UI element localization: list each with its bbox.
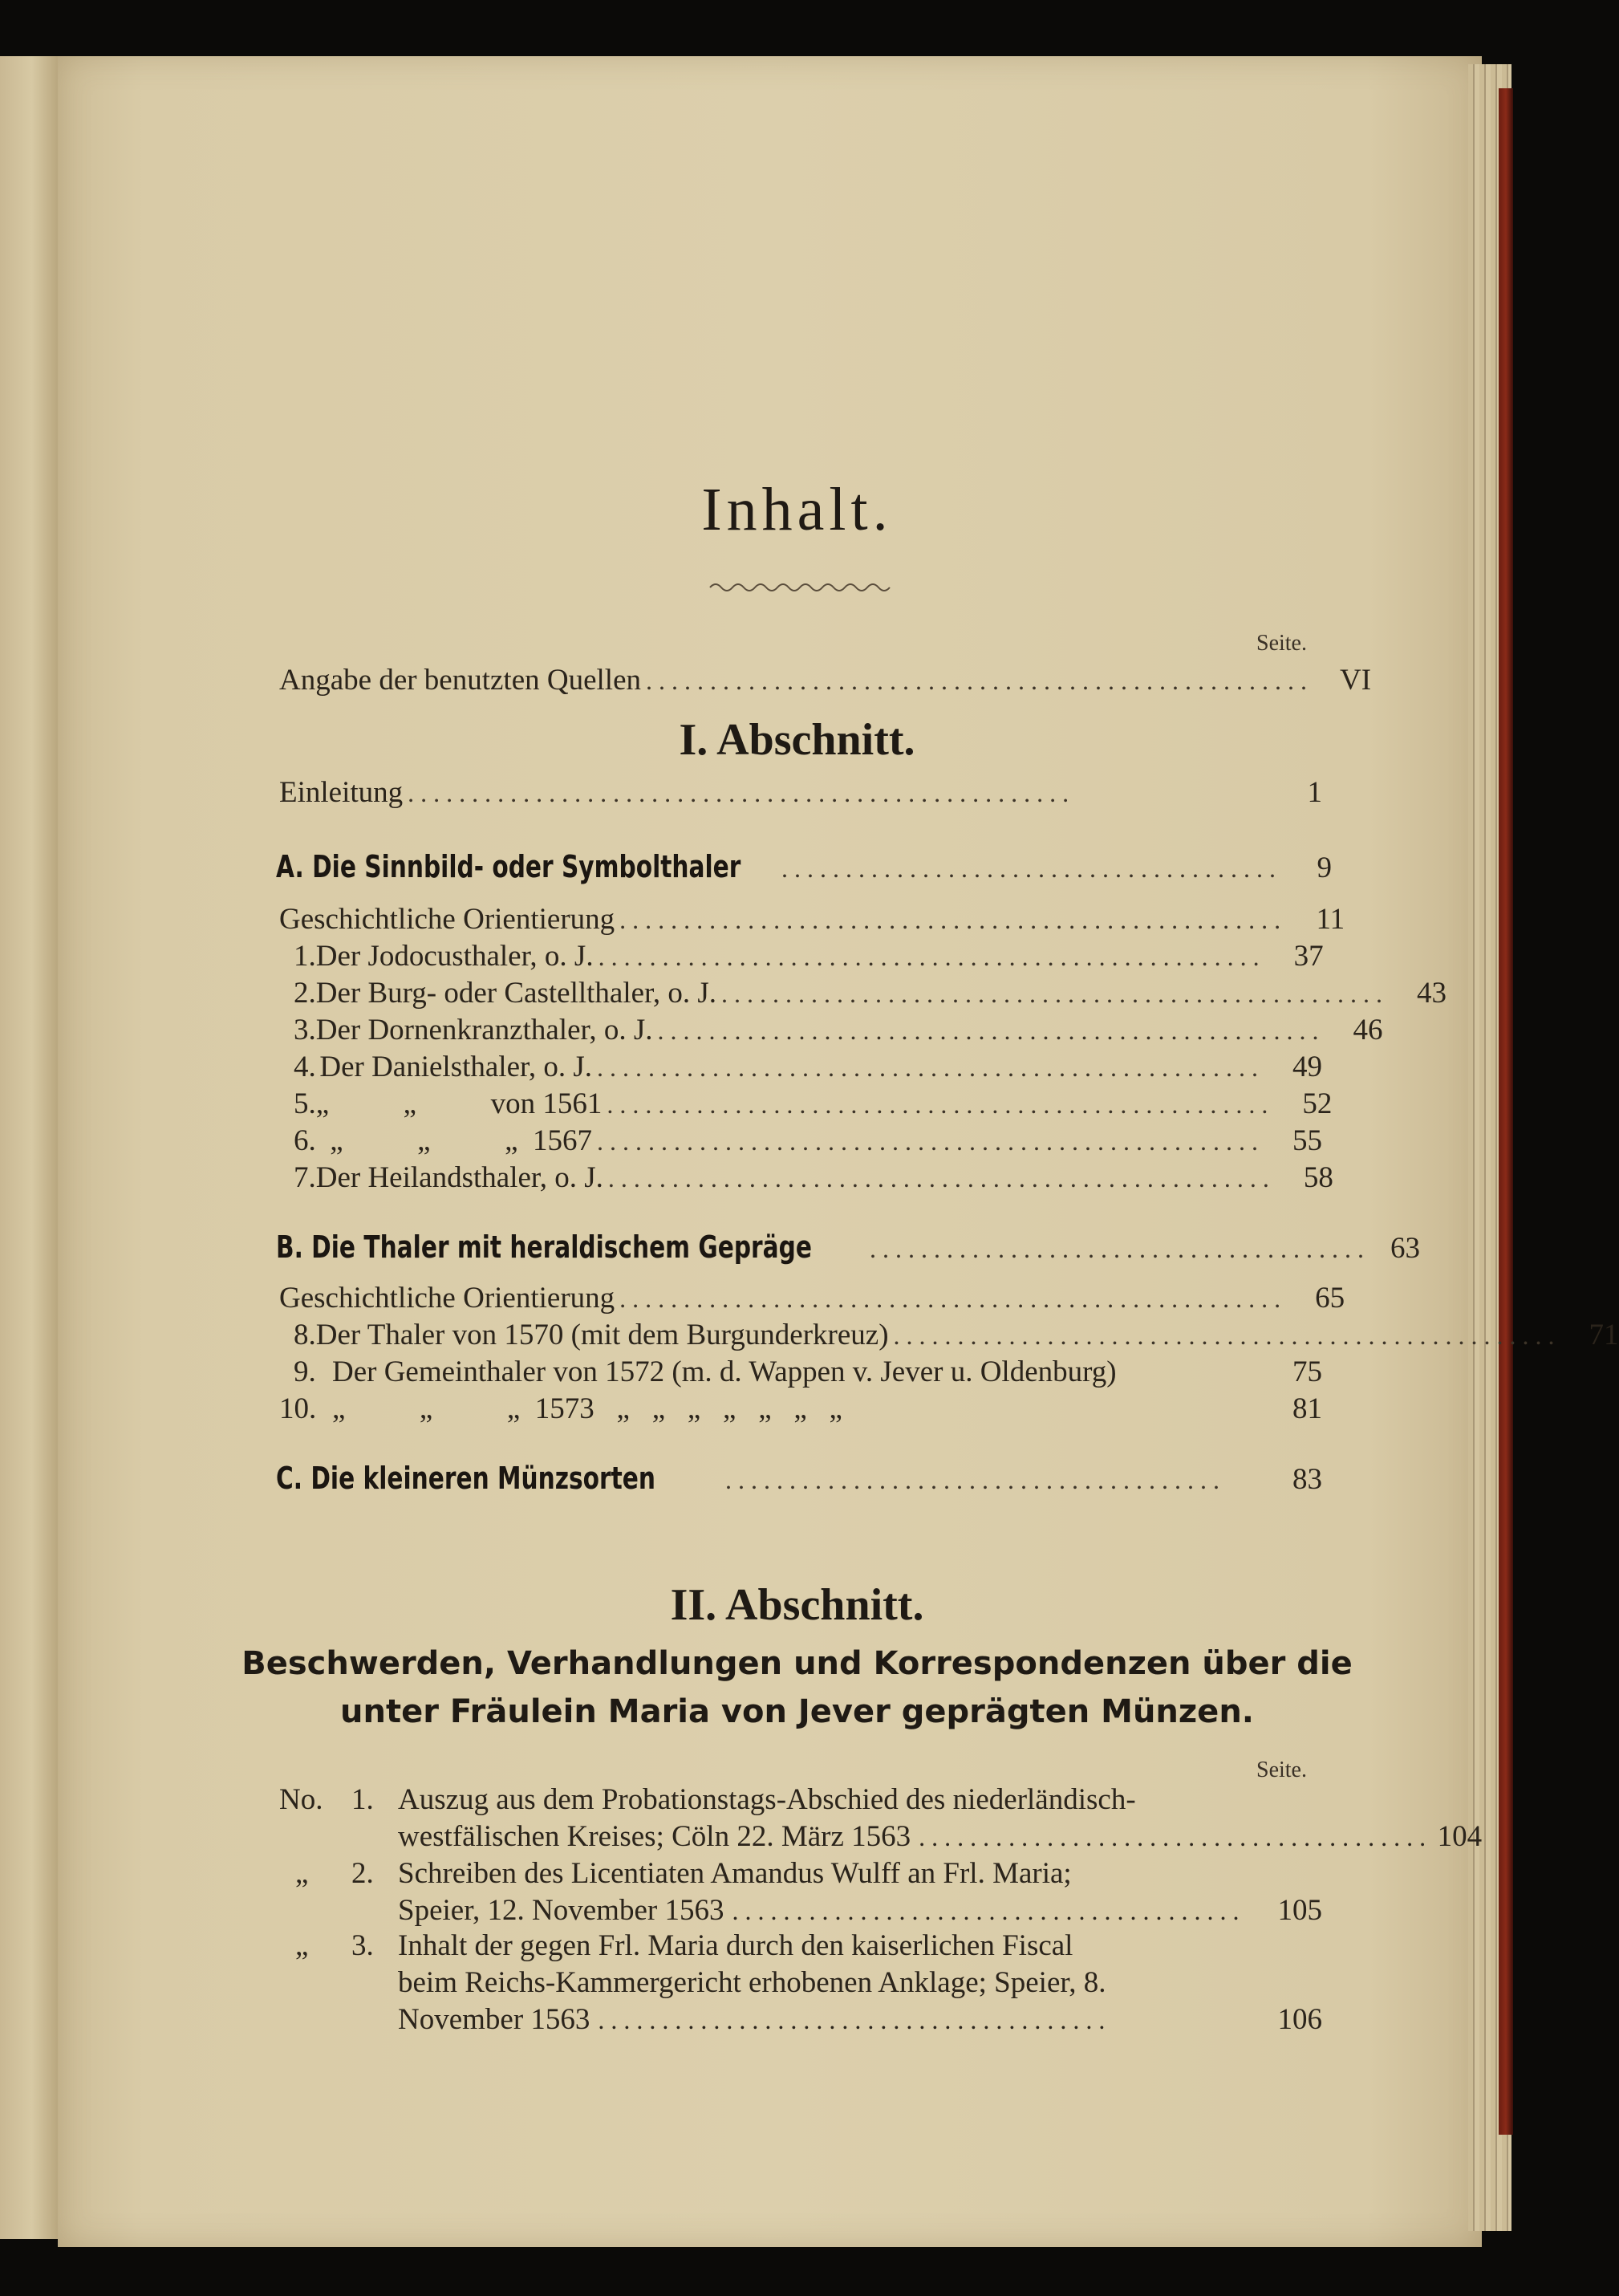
doc-prefix: „ [295, 1929, 309, 1962]
toc-label: Der Burg- oder Castellthaler, o. J. [315, 977, 717, 1010]
doc-page: 106 [1277, 2003, 1322, 2036]
leader-dots [911, 1819, 1426, 1855]
doc-number: 1. [351, 1783, 374, 1816]
leader-dots [590, 2001, 1266, 2038]
toc-number: 5. [294, 1087, 316, 1120]
toc-row[interactable] [294, 1160, 1333, 1197]
doc-number: 2. [351, 1857, 374, 1890]
toc-row[interactable] [294, 939, 1322, 976]
leader-dots [592, 1127, 1258, 1156]
section-b-page: 63 [1390, 1232, 1420, 1265]
toc-page: 81 [1292, 1392, 1322, 1425]
doc-last-line: westfälischen Kreises; Cöln 22. März 1563 [398, 1820, 911, 1853]
toc-row[interactable] [294, 1050, 1322, 1087]
doc-prefix: „ [295, 1857, 309, 1890]
toc-number: 8. [294, 1319, 316, 1351]
toc-label: „ „ „ 1567 [330, 1124, 592, 1157]
toc-number: 4. [294, 1050, 316, 1083]
toc-page: 1 [1307, 776, 1322, 809]
toc-page: 58 [1303, 1161, 1333, 1194]
doc-line: Auszug aus dem Probationstags-Abschied des niederländisch- [398, 1783, 1136, 1816]
toc-page: 49 [1292, 1050, 1322, 1083]
toc-label: Der Heilandsthaler, o. J. [315, 1161, 603, 1194]
toc-row-einleitung[interactable] [279, 775, 1322, 812]
toc-number: 2. [294, 977, 316, 1010]
toc-label: Der Thaler von 1570 (mit dem Burgunderkreuz) [315, 1319, 889, 1351]
toc-row[interactable] [294, 1318, 1619, 1355]
section-b-label: B. Die Thaler mit heraldischem Gepräge [276, 1229, 812, 1265]
section-c-label: C. Die kleineren Münzsorten [276, 1461, 655, 1496]
toc-number: 9. [294, 1355, 316, 1388]
leader-dots [641, 666, 1307, 696]
toc-page: 55 [1292, 1124, 1322, 1157]
toc-label: Einleitung [279, 776, 404, 809]
leader-dots [716, 979, 1382, 1009]
abschnitt-1-heading: I. Abschnitt. [679, 715, 915, 765]
toc-page: 52 [1302, 1087, 1333, 1120]
toc-row[interactable] [294, 1013, 1383, 1050]
toc-row-quellen[interactable] [279, 663, 1372, 700]
toc-row[interactable] [279, 1392, 1322, 1428]
leader-dots [615, 1284, 1280, 1314]
toc-number: 10. [279, 1392, 317, 1425]
doc-last-line: November 1563 [398, 2003, 590, 2036]
leader-dots [592, 1053, 1258, 1083]
leader-dots [725, 1465, 1266, 1495]
toc-page: 75 [1292, 1355, 1322, 1388]
leader-dots [781, 854, 1276, 884]
document-entry-1[interactable] [279, 1782, 1483, 1855]
toc-row[interactable] [294, 1355, 1322, 1392]
toc-label: Geschichtliche Orientierung [279, 1282, 615, 1315]
doc-page: 105 [1277, 1894, 1322, 1927]
toc-label: Geschichtliche Orientierung [279, 903, 615, 936]
toc-page: VI [1339, 664, 1372, 697]
leader-dots [602, 1090, 1268, 1120]
toc-label: „ „ „ 1573 „ „ „ „ „ „ „ [332, 1392, 842, 1425]
doc-page: 104 [1437, 1820, 1483, 1853]
toc-number: 1. [294, 940, 316, 973]
seite-label: Seite. [1256, 631, 1307, 656]
section-c-row[interactable] [276, 1461, 1322, 1502]
ornament-squiggle [710, 579, 895, 595]
doc-number: 3. [351, 1929, 374, 1962]
toc-page: 71 [1589, 1319, 1619, 1351]
toc-number: 7. [294, 1161, 316, 1194]
page-title: Inhalt. [701, 476, 893, 543]
leader-dots [724, 1892, 1266, 1929]
toc-page: 43 [1417, 977, 1447, 1010]
section-c-page: 83 [1292, 1463, 1322, 1496]
toc-page: 46 [1353, 1014, 1383, 1046]
doc-line: Inhalt der gegen Frl. Maria durch den kaiserlichen Fiscal [398, 1929, 1073, 1962]
toc-page: 37 [1293, 940, 1324, 973]
leader-dots [889, 1321, 1555, 1351]
toc-label: „ „ von 1561 [315, 1087, 603, 1120]
toc-page: 65 [1315, 1282, 1345, 1315]
leader-dots [594, 942, 1260, 972]
toc-row[interactable] [294, 976, 1447, 1013]
toc-row[interactable] [279, 1281, 1345, 1318]
doc-last-line: Speier, 12. November 1563 [398, 1894, 724, 1927]
seite-label-2: Seite. [1256, 1758, 1307, 1782]
document-entry-3[interactable] [279, 1928, 1322, 2038]
toc-label: Der Danielsthaler, o. J. [319, 1050, 592, 1083]
toc-row[interactable] [294, 1087, 1333, 1124]
toc-row[interactable] [279, 902, 1345, 939]
abschnitt-2-subtitle-line-2: unter Fräulein Maria von Jever geprägten Münzen. [340, 1693, 1254, 1730]
toc-label: Der Jodocusthaler, o. J. [315, 940, 594, 973]
abschnitt-2-subtitle-line-1: Beschwerden, Verhandlungen und Korrespondenzen über die [241, 1645, 1353, 1682]
toc-page: 11 [1316, 903, 1345, 936]
toc-number: 3. [294, 1014, 316, 1046]
section-a-label: A. Die Sinnbild- oder Symbolthaler [276, 849, 741, 884]
leader-dots [403, 778, 1258, 808]
toc-label: Der Gemeinthaler von 1572 (m. d. Wappen v. Jever u. Oldenburg) [332, 1355, 1117, 1388]
toc-label: Angabe der benutzten Quellen [279, 664, 642, 697]
leader-dots [603, 1164, 1269, 1193]
section-b-row[interactable] [276, 1229, 1420, 1271]
toc-number: 6. [294, 1124, 316, 1157]
toc-label: Der Dornenkranzthaler, o. J. [315, 1014, 653, 1046]
leader-dots [615, 905, 1280, 935]
toc-row[interactable] [294, 1124, 1322, 1160]
leader-dots [653, 1016, 1319, 1046]
leader-dots [870, 1234, 1364, 1264]
abschnitt-2-heading: II. Abschnitt. [670, 1580, 924, 1630]
document-entry-2[interactable] [279, 1855, 1322, 1929]
section-a-page: 9 [1317, 851, 1332, 884]
section-a-row[interactable] [276, 849, 1332, 891]
doc-line: Schreiben des Licentiaten Amandus Wulff an Frl. Maria; [398, 1857, 1072, 1890]
doc-line: beim Reichs-Kammergericht erhobenen Anklage; Speier, 8. [398, 1966, 1106, 1999]
doc-prefix: No. [279, 1783, 323, 1816]
